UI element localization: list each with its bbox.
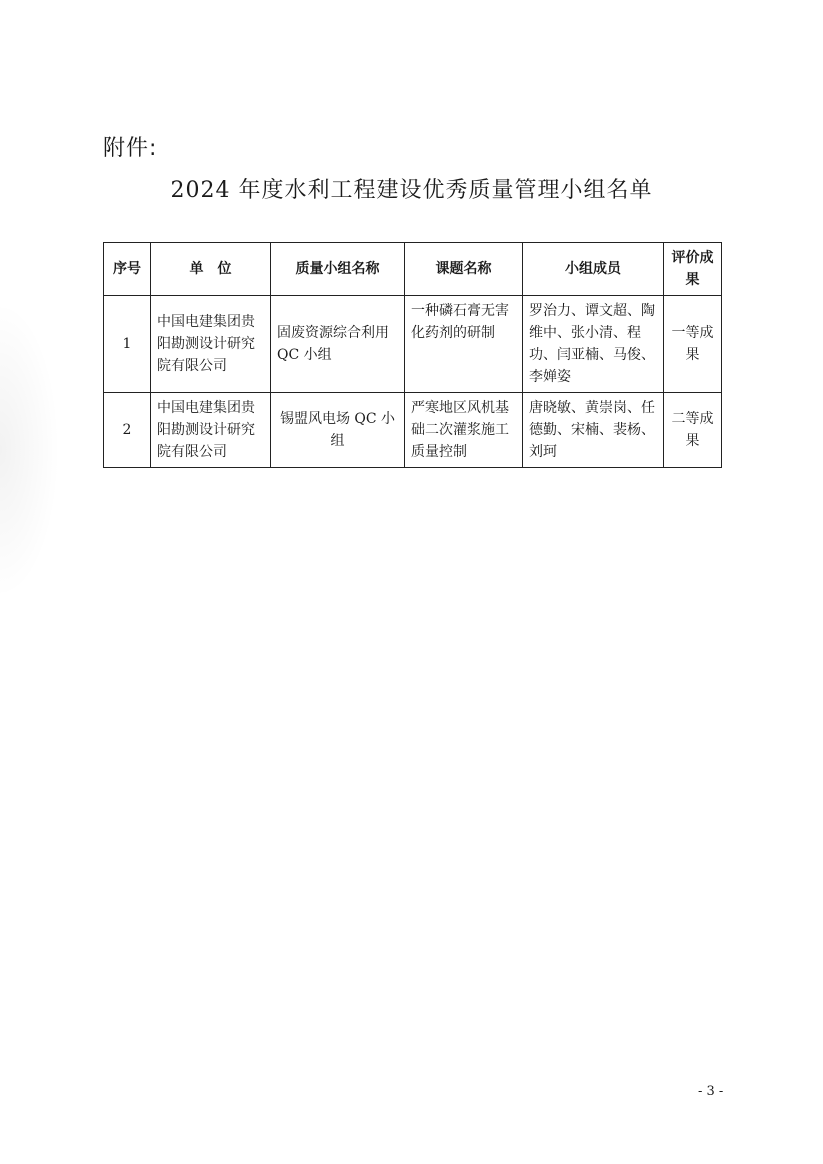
cell-unit: 中国电建集团贵阳勘测设计研究院有限公司 bbox=[151, 393, 271, 468]
header-result: 评价成果 bbox=[664, 243, 722, 296]
table-row bbox=[104, 296, 722, 393]
table-header-row bbox=[104, 243, 722, 296]
cell-members: 罗治力、谭文超、陶维中、张小清、程功、闫亚楠、马俊、李婵姿 bbox=[523, 296, 664, 393]
results-table bbox=[103, 242, 722, 468]
header-number: 序号 bbox=[104, 243, 151, 296]
cell-group-name: 固废资源综合利用 QC 小组 bbox=[271, 296, 405, 393]
cell-topic: 一种磷石膏无害化药剂的研制 bbox=[405, 296, 523, 393]
attachment-label: 附件: bbox=[103, 136, 158, 161]
table-row bbox=[104, 393, 722, 468]
cell-members: 唐晓敏、黄崇岗、任德勤、宋楠、裴杨、刘珂 bbox=[523, 393, 664, 468]
document-title: 2024 年度水利工程建设优秀质量管理小组名单 bbox=[170, 178, 653, 203]
cell-group-name: 锡盟风电场 QC 小组 bbox=[271, 393, 405, 468]
cell-number: 1 bbox=[104, 296, 151, 393]
cell-unit: 中国电建集团贵阳勘测设计研究院有限公司 bbox=[151, 296, 271, 393]
page-shadow bbox=[0, 300, 60, 600]
cell-result: 二等成果 bbox=[664, 393, 722, 468]
header-members: 小组成员 bbox=[523, 243, 664, 296]
cell-number: 2 bbox=[104, 393, 151, 468]
cell-topic: 严寒地区风机基础二次灌浆施工质量控制 bbox=[405, 393, 523, 468]
page-number: - 3 - bbox=[698, 1084, 724, 1099]
header-group-name: 质量小组名称 bbox=[271, 243, 405, 296]
header-topic: 课题名称 bbox=[405, 243, 523, 296]
cell-result: 一等成果 bbox=[664, 296, 722, 393]
header-unit: 单 位 bbox=[151, 243, 271, 296]
